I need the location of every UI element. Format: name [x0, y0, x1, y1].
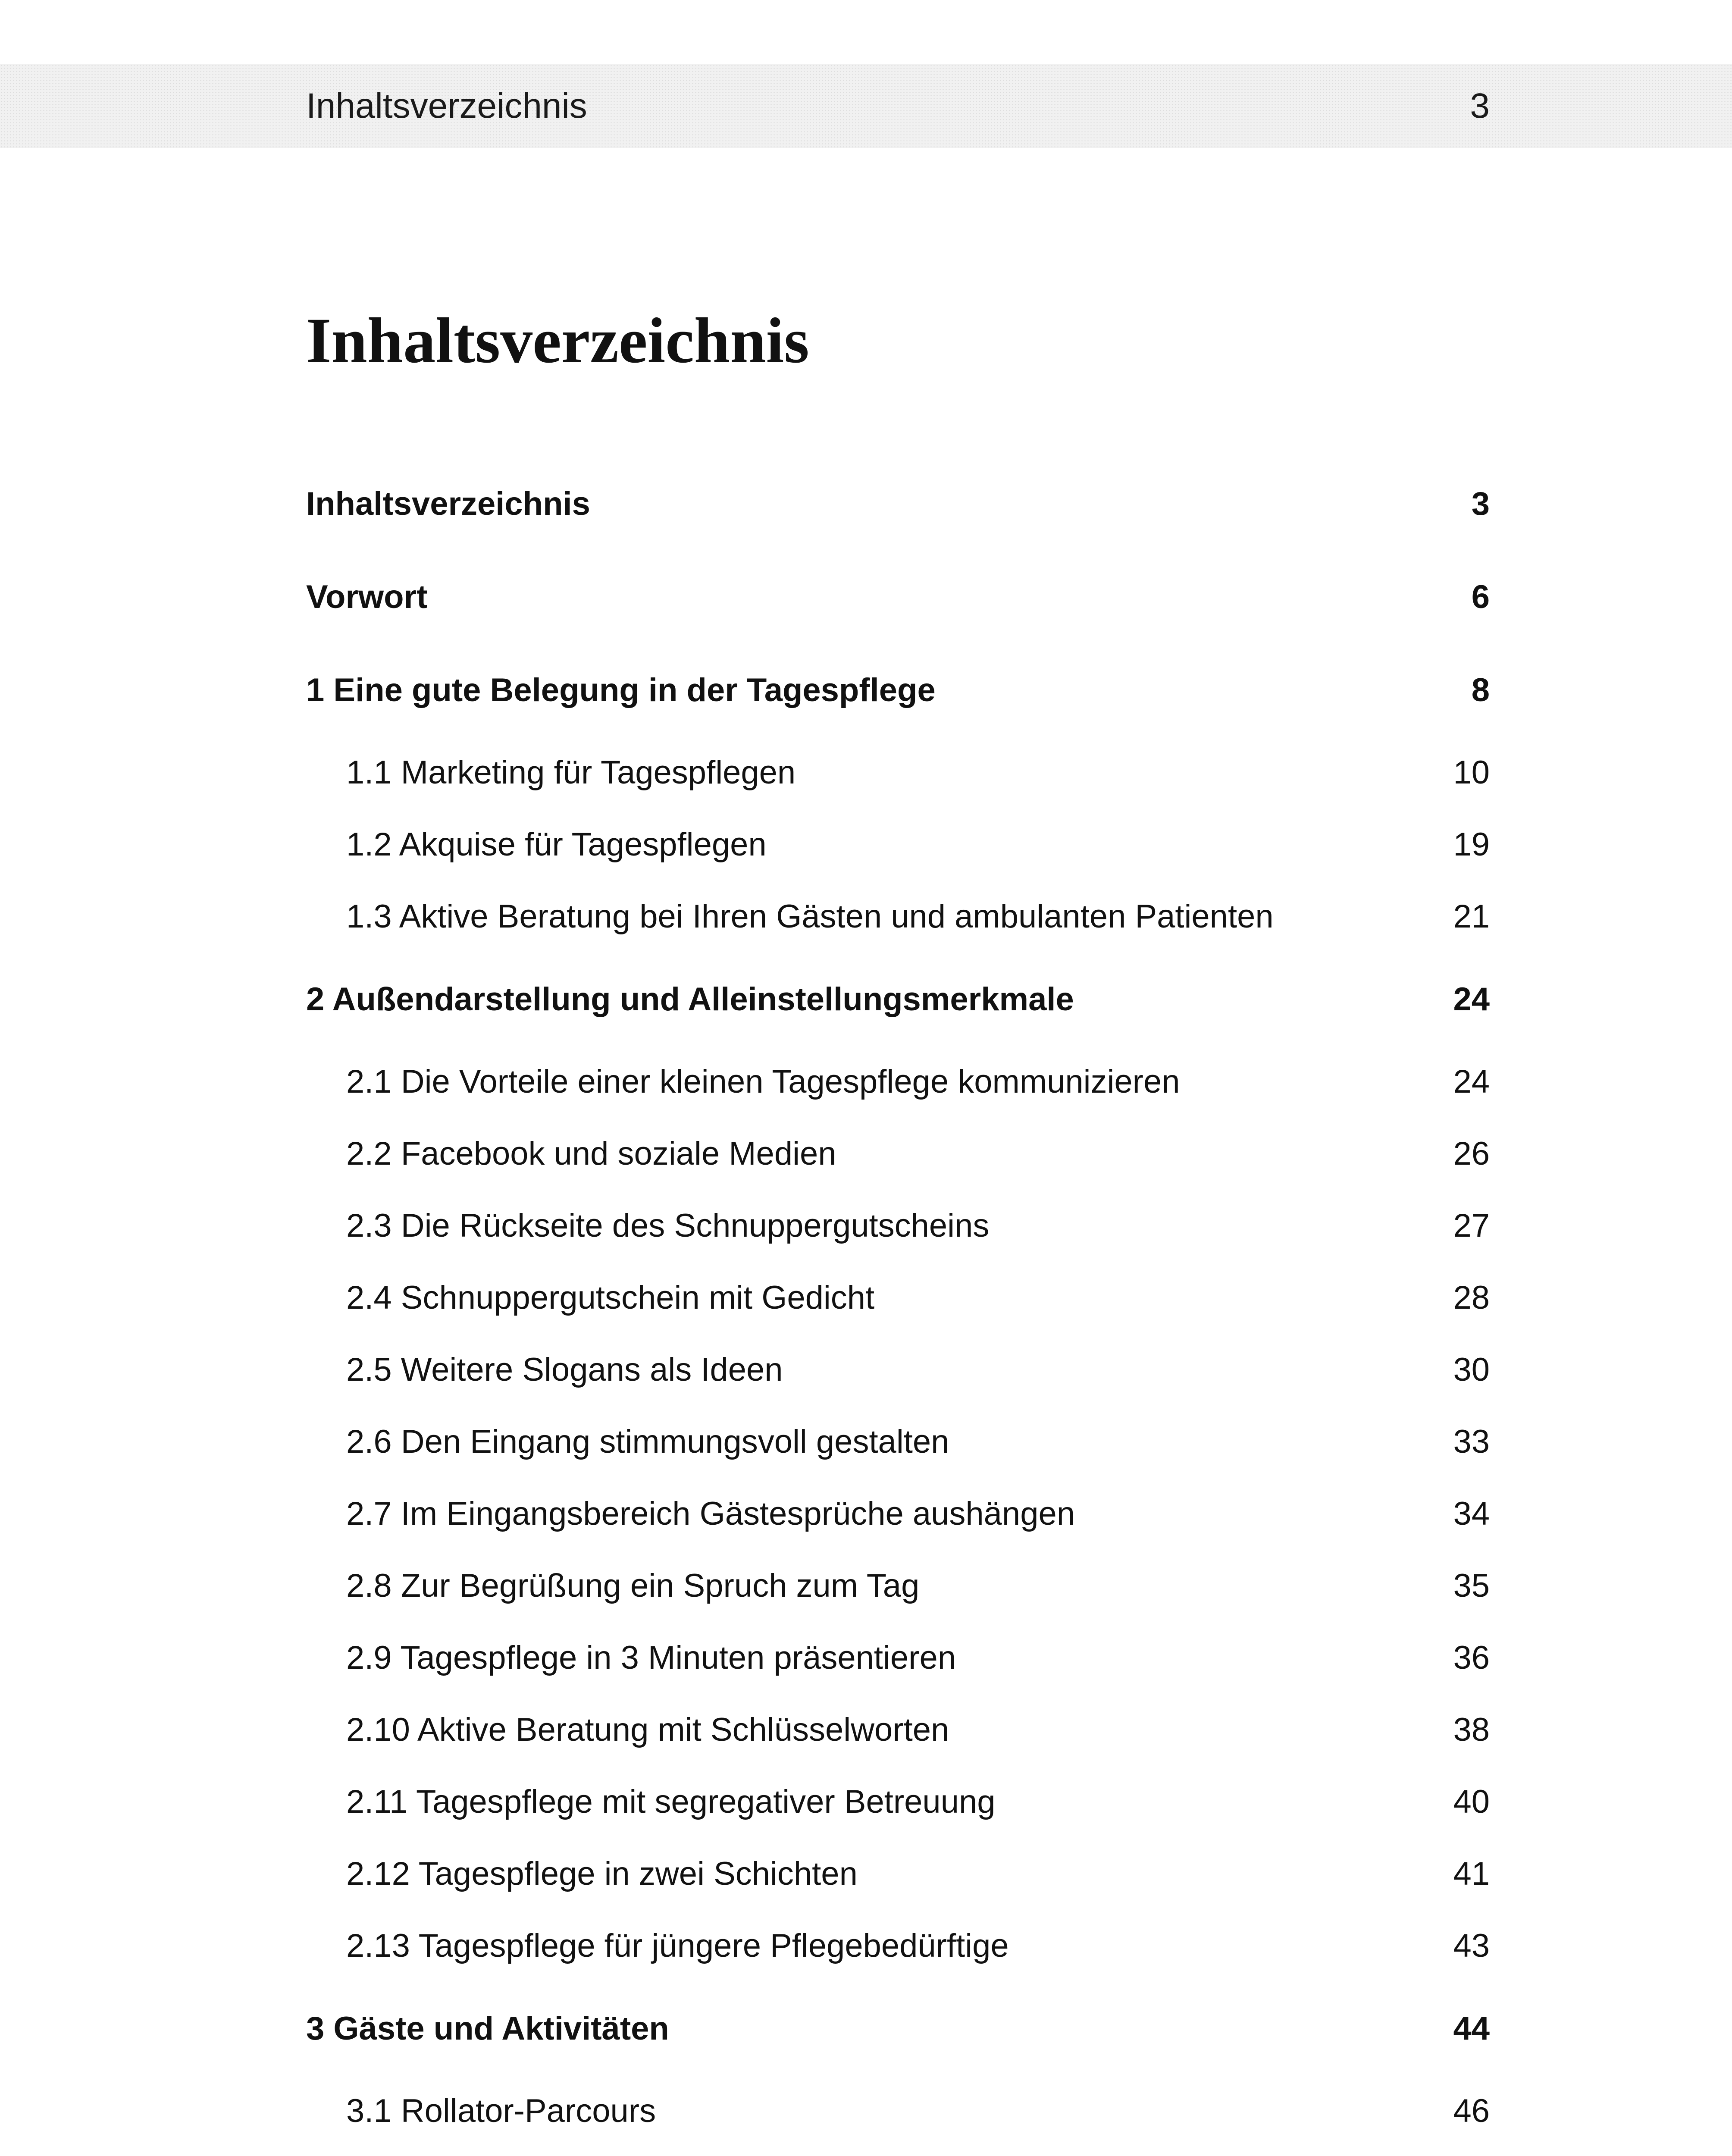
toc-entry-title: 1.2 Akquise für Tagespflegen [346, 826, 767, 863]
toc-entry-title: 2.6 Den Eingang stimmungsvoll gestalten [346, 1423, 949, 1460]
toc-chapter-entry[interactable] [306, 457, 1490, 550]
toc-entry-page-number: 34 [1453, 1495, 1490, 1532]
toc-section-entry[interactable] [306, 808, 1490, 881]
toc-entry-title: Inhaltsverzeichnis [306, 485, 590, 522]
toc-entry-page-number: 41 [1453, 1855, 1490, 1892]
toc-section-entry[interactable] [306, 2147, 1490, 2156]
toc-entry-page-number: 30 [1453, 1351, 1490, 1388]
toc-entry-title: 2.11 Tagespflege mit segregativer Betreuung [346, 1783, 996, 1820]
toc-section-entry[interactable] [306, 1766, 1490, 1838]
toc-entry-page-number: 27 [1453, 1207, 1490, 1244]
toc-chapter-entry[interactable] [306, 953, 1490, 1046]
running-header-title: Inhaltsverzeichnis [306, 86, 587, 125]
toc-entry-page-number: 6 [1471, 578, 1490, 615]
toc-entry-page-number: 35 [1453, 1567, 1490, 1604]
toc-section-entry[interactable] [306, 1622, 1490, 1694]
toc-entry-page-number: 19 [1453, 826, 1490, 863]
toc-entry-page-number: 26 [1453, 1135, 1490, 1172]
toc-entry-title: 2.9 Tagespflege in 3 Minuten präsentieren [346, 1639, 956, 1676]
toc-entry-title: 1 Eine gute Belegung in der Tagespflege [306, 671, 936, 708]
toc-entry-title: 2.5 Weitere Slogans als Ideen [346, 1351, 783, 1388]
toc-chapter-entry[interactable] [306, 643, 1490, 736]
toc-entry-page-number: 21 [1453, 898, 1490, 935]
toc-entry-title: 2 Außendarstellung und Alleinstellungsmerkmale [306, 981, 1074, 1018]
toc-section-entry[interactable] [306, 1262, 1490, 1334]
toc-entry-page-number: 33 [1453, 1423, 1490, 1460]
table-of-contents [306, 457, 1490, 2156]
toc-entry-page-number: 28 [1453, 1279, 1490, 1316]
toc-entry-page-number: 8 [1471, 671, 1490, 708]
toc-entry-title: 2.4 Schnuppergutschein mit Gedicht [346, 1279, 875, 1316]
toc-section-entry[interactable] [306, 881, 1490, 953]
toc-entry-page-number: 43 [1453, 1927, 1490, 1964]
toc-entry-title: 1.3 Aktive Beratung bei Ihren Gästen und ambulanten Patienten [346, 898, 1274, 935]
toc-entry-page-number: 24 [1453, 981, 1490, 1018]
toc-section-entry[interactable] [306, 1910, 1490, 1982]
toc-section-entry[interactable] [306, 736, 1490, 808]
toc-entry-page-number: 3 [1471, 485, 1490, 522]
toc-chapter-entry[interactable] [306, 550, 1490, 643]
toc-entry-title: Vorwort [306, 578, 428, 615]
toc-section-entry[interactable] [306, 1478, 1490, 1550]
running-header-page-number: 3 [1470, 86, 1490, 125]
toc-entry-title: 2.3 Die Rückseite des Schnuppergutscheins [346, 1207, 990, 1244]
toc-chapter-entry[interactable] [306, 1982, 1490, 2075]
page-title: Inhaltsverzeichnis [306, 305, 809, 376]
toc-section-entry[interactable] [306, 1550, 1490, 1622]
toc-entry-page-number: 46 [1453, 2093, 1490, 2129]
toc-entry-title: 3.1 Rollator-Parcours [346, 2093, 656, 2129]
toc-section-entry[interactable] [306, 1406, 1490, 1478]
toc-section-entry[interactable] [306, 2075, 1490, 2147]
toc-entry-page-number: 10 [1453, 754, 1490, 791]
toc-entry-page-number: 44 [1453, 2010, 1490, 2047]
toc-entry-page-number: 40 [1453, 1783, 1490, 1820]
toc-entry-page-number: 38 [1453, 1711, 1490, 1748]
toc-entry-title: 2.1 Die Vorteile einer kleinen Tagespflege kommunizieren [346, 1063, 1180, 1100]
toc-section-entry[interactable] [306, 1334, 1490, 1406]
toc-entry-title: 2.8 Zur Begrüßung ein Spruch zum Tag [346, 1567, 920, 1604]
toc-section-entry[interactable] [306, 1838, 1490, 1910]
toc-entry-title: 2.13 Tagespflege für jüngere Pflegebedürftige [346, 1927, 1009, 1964]
toc-section-entry[interactable] [306, 1694, 1490, 1766]
toc-entry-page-number: 24 [1453, 1063, 1490, 1100]
toc-entry-title: 2.7 Im Eingangsbereich Gästesprüche aushängen [346, 1495, 1075, 1532]
toc-section-entry[interactable] [306, 1046, 1490, 1118]
toc-entry-title: 2.10 Aktive Beratung mit Schlüsselworten [346, 1711, 949, 1748]
toc-entry-title: 2.2 Facebook und soziale Medien [346, 1135, 836, 1172]
toc-entry-title: 2.12 Tagespflege in zwei Schichten [346, 1855, 858, 1892]
toc-entry-page-number: 36 [1453, 1639, 1490, 1676]
toc-entry-title: 3 Gäste und Aktivitäten [306, 2010, 669, 2047]
toc-section-entry[interactable] [306, 1118, 1490, 1190]
toc-section-entry[interactable] [306, 1190, 1490, 1262]
toc-entry-title: 1.1 Marketing für Tagespflegen [346, 754, 796, 791]
